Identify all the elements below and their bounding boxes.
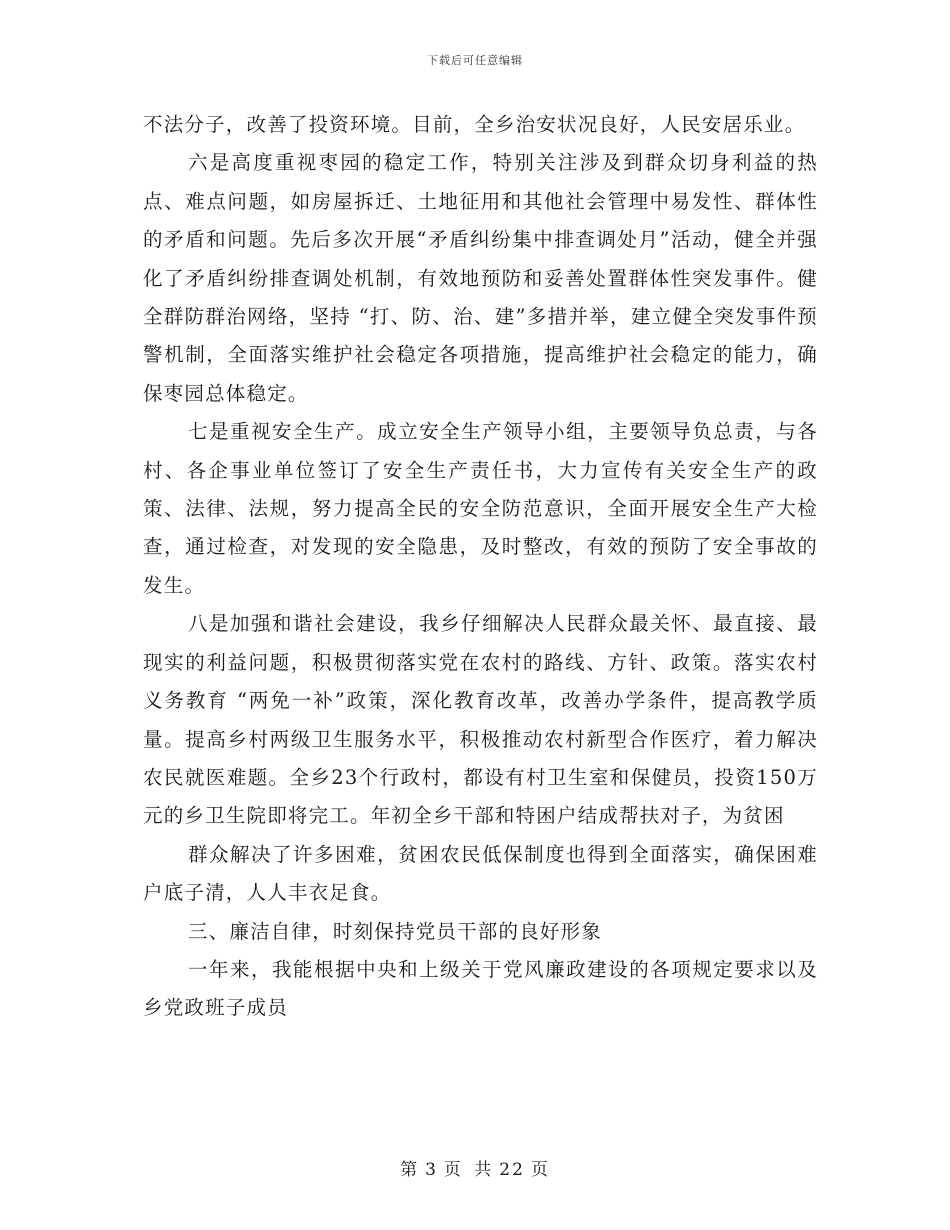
paragraph: 七是重视安全生产。成立安全生产领导小组，主要领导负总责，与各村、各企事业单位签订了安全生产责任书，大力宣传有关安全生产的政策、法律、法规，努力提高全民的安全防范意识，全面开展安全生产大检查，通过检查，对发现的安全隐患，及时整改，有效的预防了安全事故的发生。	[143, 420, 818, 597]
total-page-count: 22	[499, 1160, 525, 1180]
paragraph: 不法分子，改善了投资环境。目前，全乡治安状况良好，人民安居乐业。	[143, 113, 806, 136]
footer-middle: 页 共	[443, 1160, 494, 1180]
document-body	[143, 106, 818, 1028]
current-page-number: 3	[425, 1160, 438, 1180]
paragraph: 群众解决了许多困难，贫困农民低保制度也得到全面落实，确保困难户底子清，人人丰衣足食。	[143, 842, 818, 905]
footer-prefix: 第	[400, 1160, 420, 1180]
paragraph: 八是加强和谐社会建设，我乡仔细解决人民群众最关怀、最直接、最现实的利益问题，积极贯彻落实党在农村的路线、方针、政策。落实农村义务教育 “两免一补”政策，深化教育改革，改善办学条件，提高教学质量。提高乡村两级卫生服务水平，积极推动农村新型合作医疗，着力解决农民就医难题。全乡23个行政村，都设有村卫生室和保健员，投资150万元的乡卫生院即将完工。年初全乡干部和特困户结成帮扶对子，为贫困	[143, 612, 818, 828]
section-heading: 三、廉洁自律，时刻保持党员干部的良好形象	[188, 919, 603, 943]
paragraph: 一年来，我能根据中央和上级关于党风廉政建设的各项规定要求以及乡党政班子成员	[143, 957, 818, 1020]
page-header: 下载后可任意编辑	[427, 54, 523, 67]
footer-suffix: 页	[530, 1160, 550, 1180]
paragraph: 六是高度重视枣园的稳定工作，特别关注涉及到群众切身利益的热点、难点问题，如房屋拆迁、土地征用和其他社会管理中易发性、群体性的矛盾和问题。先后多次开展“矛盾纠纷集中排查调处月”活动，健全并强化了矛盾纠纷排查调处机制，有效地预防和妥善处置群体性突发事件。健全群防群治网络，坚持 “打、防、治、建”多措并举，建立健全突发事件预警机制，全面落实维护社会稳定各项措施，提高维护社会稳定的能力，确保枣园总体稳定。	[143, 151, 818, 405]
page-footer	[0, 1155, 950, 1180]
